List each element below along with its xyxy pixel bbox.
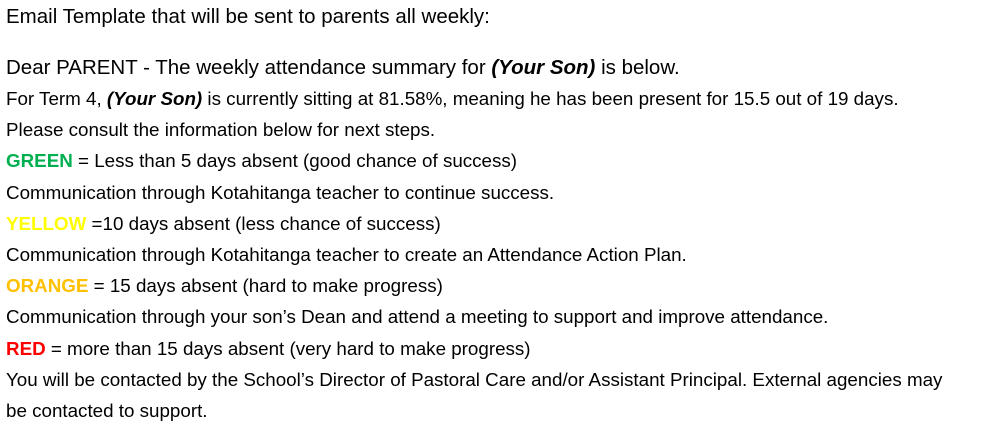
term-prefix: For Term 4,: [6, 88, 107, 109]
yellow-criteria-text: =10 days absent (less chance of success): [86, 212, 441, 234]
orange-action-line: Communication through your son’s Dean and attend a meeting to support and improve attendance.: [6, 306, 829, 328]
orange-criteria-text: = 15 days absent (hard to make progress): [88, 275, 443, 297]
greeting-prefix: Dear PARENT - The weekly attendance summary for: [6, 56, 492, 79]
yellow-criteria-line: [6, 208, 996, 239]
greeting-suffix: is below.: [595, 56, 680, 79]
green-action-line: Communication through Kotahitanga teacher to continue success.: [6, 181, 555, 203]
template-heading: Email Template that will be sent to parents all weekly:: [6, 5, 490, 28]
yellow-level-label: YELLOW: [6, 212, 87, 234]
red-action-line: You will be contacted by the School’s Director of Pastoral Care and/or Assistant Principal. External agencies may be contacted to support.: [6, 368, 943, 422]
green-level-label: GREEN: [6, 150, 73, 172]
red-criteria-text: = more than 15 days absent (very hard to make progress): [45, 337, 531, 359]
greeting-line: [6, 52, 996, 83]
greeting-placeholder: (Your Son): [491, 56, 596, 79]
term-suffix: is currently sitting at 81.58%, meaning he has been present for 15.5 out of 19 days.: [202, 88, 899, 109]
green-criteria-line: [6, 145, 996, 176]
email-template-document: [6, 0, 996, 426]
consult-line: Please consult the information below for next steps.: [6, 119, 436, 141]
yellow-action-line: Communication through Kotahitanga teacher to create an Attendance Action Plan.: [6, 244, 687, 266]
red-criteria-line: [6, 333, 996, 364]
green-criteria-text: = Less than 5 days absent (good chance of success): [72, 150, 518, 172]
orange-level-label: ORANGE: [6, 275, 89, 297]
term-summary-line: [6, 83, 996, 114]
term-placeholder: (Your Son): [106, 88, 203, 109]
orange-criteria-line: [6, 270, 996, 301]
red-level-label: RED: [6, 337, 46, 359]
